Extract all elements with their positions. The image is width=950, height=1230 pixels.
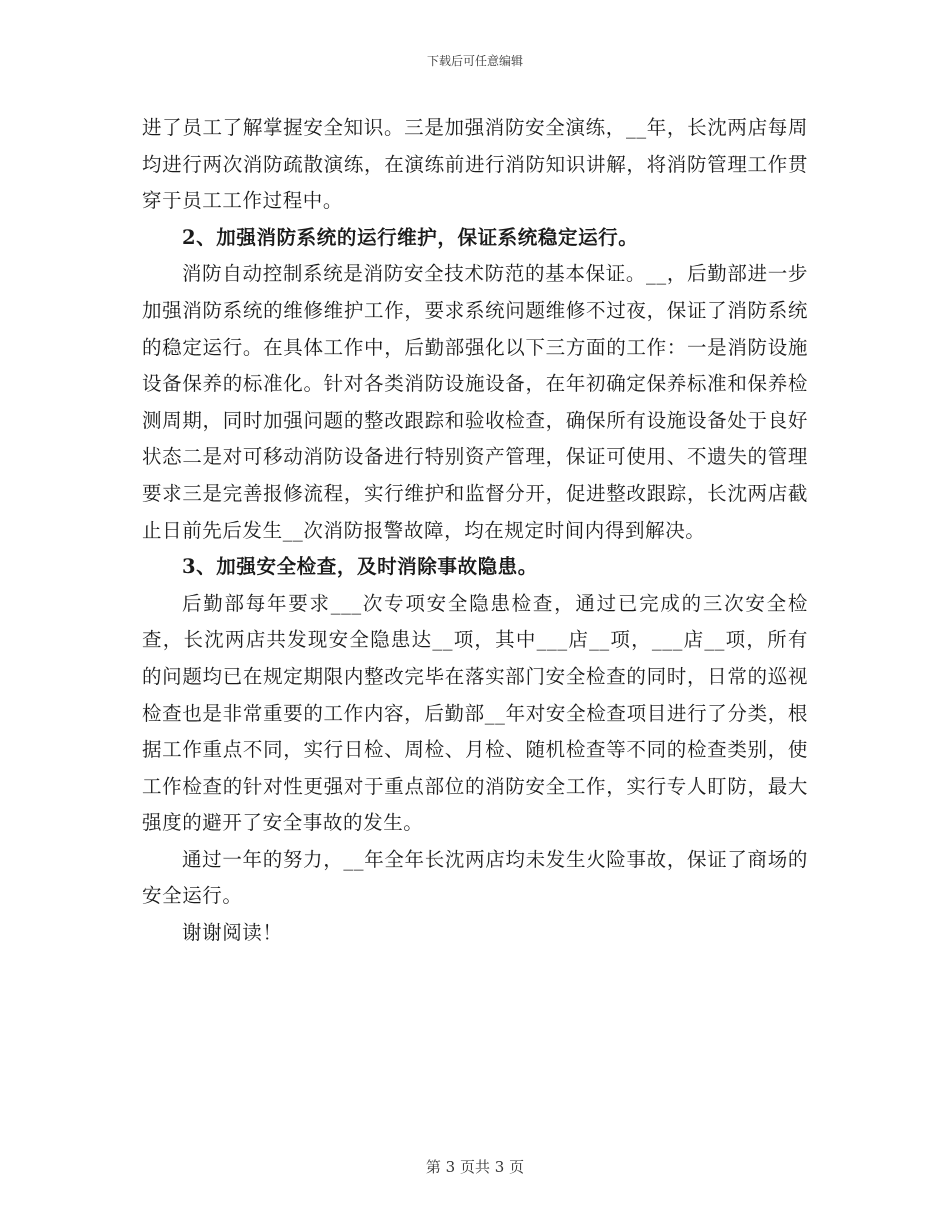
page-footer: 第 3 页共 3 页 — [425, 1158, 525, 1176]
paragraph-fire-drill: 进了员工了解掌握安全知识。三是加强消防安全演练，__年，长沈两店每周均进行两次消防疏散演练，在演练前进行消防知识讲解，将消防管理工作贯穿于员工工作过程中。 — [142, 116, 808, 213]
section-heading-3: 3、加强安全检查，及时消除事故隐患。 — [182, 555, 538, 579]
section-heading-2: 2、加强消防系统的运行维护，保证系统稳定运行。 — [182, 225, 639, 249]
paragraph-safety-inspection: 后勤部每年要求___次专项安全隐患检查，通过已完成的三次安全检查，长沈两店共发现安全隐患达__项，其中___店__项，___店__项，所有的问题均已在规定期限内整改完毕在落实部门安全检查的同时，日常的巡视检查也是非常重要的工作内容，后勤部__年对安全检查项目进行了分类，根据工作重点不同，实行日检、周检、月检、随机检查等不同的检查类别，使工作检查的针对性更强对于重点部位的消防安全工作，实行专人盯防，最大强度的避开了安全事故的发生。 — [142, 591, 808, 835]
paragraph-year-summary: 通过一年的努力，__年全年长沈两店均未发生火险事故，保证了商场的安全运行。 — [142, 847, 808, 908]
paragraph-fire-system-maintenance: 消防自动控制系统是消防安全技术防范的基本保证。__，后勤部进一步加强消防系统的维修维护工作，要求系统问题维修不过夜，保证了消防系统的稳定运行。在具体工作中，后勤部强化以下三方面的工作：一是消防设施设备保养的标准化。针对各类消防设施设备，在年初确定保养标准和保养检测周期，同时加强问题的整改跟踪和验收检查，确保所有设施设备处于良好状态二是对可移动消防设备进行特别资产管理，保证可使用、不遗失的管理要求三是完善报修流程，实行维护和监督分开，促进整改跟踪，长沈两店截止日前先后发生__次消防报警故障，均在规定时间内得到解决。 — [142, 262, 808, 542]
page-header: 下载后可任意编辑 — [426, 54, 523, 68]
paragraph-thanks: 谢谢阅读！ — [182, 921, 283, 945]
document-body — [142, 110, 808, 952]
